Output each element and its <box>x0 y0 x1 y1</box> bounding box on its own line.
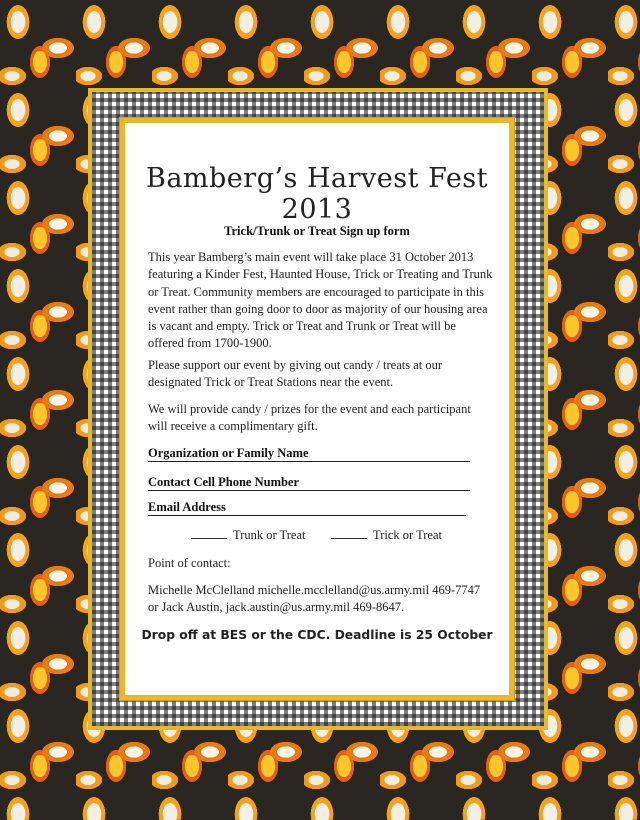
flyer-subtitle: Trick/Trunk or Treat Sign up form <box>224 224 410 238</box>
point-of-contact-label: Point of contact: <box>148 556 231 570</box>
phone-field[interactable]: Contact Cell Phone Number <box>148 475 470 491</box>
trick-label: Trick or Treat <box>373 528 442 542</box>
trunk-blank[interactable] <box>191 527 227 539</box>
contact-details: Michelle McClelland michelle.mcclelland@us.army.mil 469-7747 or Jack Austin, jack.austin@us.army.mil 469-8647. <box>148 583 481 615</box>
dropoff-notice: Drop off at BES or the CDC. Deadline is 25 October <box>141 628 493 642</box>
support-paragraph: Please support our event by giving out candy / treats at our designated Trick or Treat Stations near the event. <box>148 358 443 390</box>
trick-or-treat-option[interactable] <box>331 527 442 543</box>
trunk-label: Trunk or Treat <box>233 528 306 542</box>
intro-paragraph: This year Bamberg’s main event will take place 31 October 2013 featuring a Kinder Fest, Haunted House, Trick or Treating and Trunk or Treat. Community members are encouraged to participate in this event rather than going door to door as majority of our housing area is vacant and empty. Trick or Treat and Trunk or Treat will be offered from 1700-1900. <box>148 250 493 351</box>
trick-blank[interactable] <box>331 527 367 539</box>
flyer-title: Bamberg’s Harvest Fest 2013 <box>145 163 489 225</box>
organization-field[interactable]: Organization or Family Name <box>148 446 470 462</box>
email-field[interactable]: Email Address <box>148 500 466 516</box>
trunk-or-treat-option[interactable] <box>191 527 305 543</box>
provide-paragraph: We will provide candy / prizes for the event and each participant will receive a complimentary gift. <box>148 402 471 434</box>
flyer-card <box>120 118 514 700</box>
